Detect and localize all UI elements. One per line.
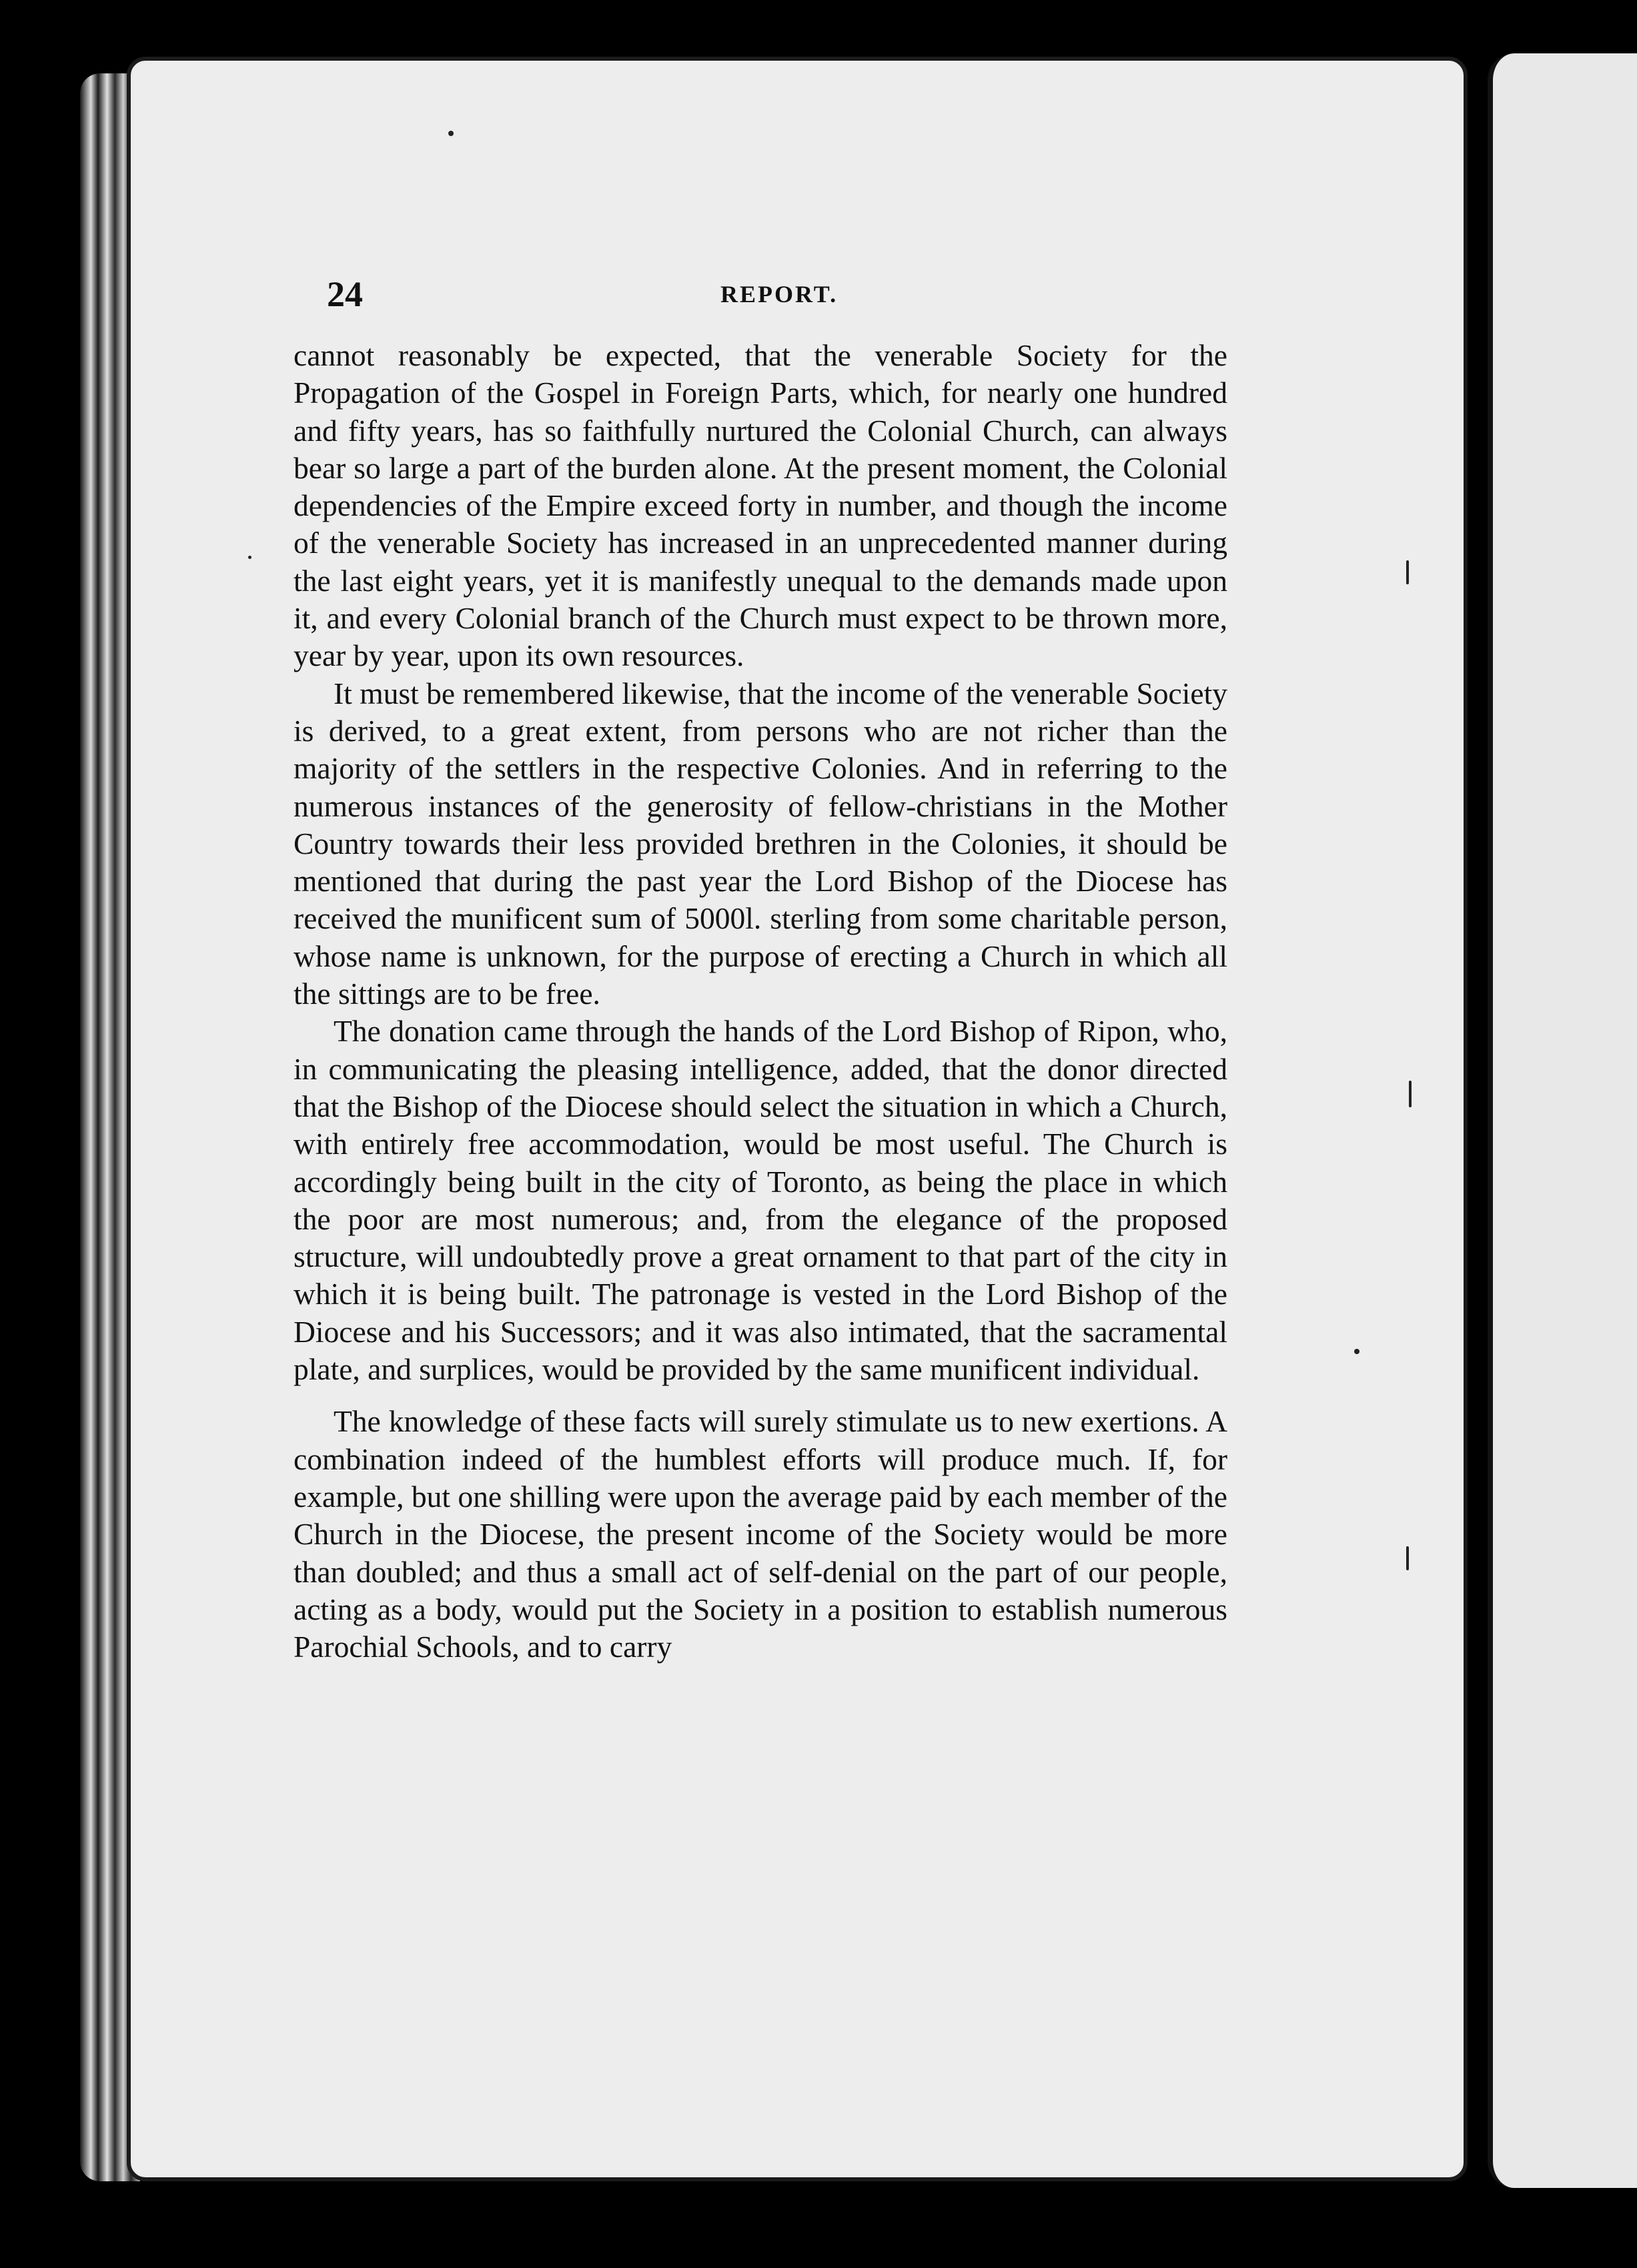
scan-speck (448, 131, 454, 136)
paragraph-1: cannot reasonably be expected, that the venerable Society for the Propagation of the Gospel in Foreign Parts, which, for nearly one hundred and fifty years, has so faithfully nurtured the Colonial Church, can always bear so large a part of the burden alone. At the present moment, the Colonial dependencies of the Empire exceed forty in number, and though the income of the venerable Society has increased in an unprecedented manner during the last eight years, yet it is manifestly unequal to the demands made upon it, and every Colonial branch of the Church must expect to be thrown more, year by year, upon its own resources. (294, 338, 1227, 673)
scan-speck (1354, 1349, 1359, 1354)
scan-speck (1406, 560, 1409, 584)
paragraph-3: The donation came through the hands of the Lord Bishop of Ripon, who, in communicating the pleasing intelligence, added, that the donor directed that the Bishop of the Diocese should select the situation in which a Church, with entirely free accommodation, would be most useful. The Church is accordingly being built in the city of Toronto, as being the place in which the poor are most numerous; and, from the elegance of the proposed structure, will undoubtedly prove a great ornament to that part of the city in which it is being built. The patronage is vested in the Lord Bishop of the Diocese and his Successors; and it was also intimated, that the sacramental plate, and surplices, would be provided by the same munificent individual. (294, 1014, 1227, 1387)
page-header (327, 273, 1214, 320)
page-number: 24 (327, 274, 363, 314)
facing-page-edge (1488, 53, 1637, 2188)
paragraph-4: The knowledge of these facts will surely stimulate us to new exertions. A combination indeed of the humblest efforts will produce much. If, for example, but one shilling were upon the average paid by each member of the Church in the Diocese, the present income of the Society would be more than doubled; and thus a small act of self-denial on the part of our people, acting as a body, would put the Society in a position to establish numerous Parochial Schools, and to carry (294, 1404, 1227, 1664)
body-text (294, 337, 1227, 1666)
scan-speck (1409, 1081, 1412, 1107)
scan-speck (248, 556, 251, 559)
paragraph-2: It must be remembered likewise, that the income of the venerable Society is derived, to a great extent, from persons who are not richer than the majority of the settlers in the respective Colonies. And in referring to the numerous instances of the generosity of fellow-christians in the Mother Country towards their less provided brethren in the Colonies, it should be mentioned that during the past year the Lord Bishop of the Diocese has received the munificent sum of 5000l. sterling from some charitable person, whose name is unknown, for the purpose of erecting a Church in which all the sittings are to be free. (294, 676, 1227, 1011)
scan-speck (1406, 1546, 1409, 1570)
running-head: REPORT. (720, 281, 839, 308)
